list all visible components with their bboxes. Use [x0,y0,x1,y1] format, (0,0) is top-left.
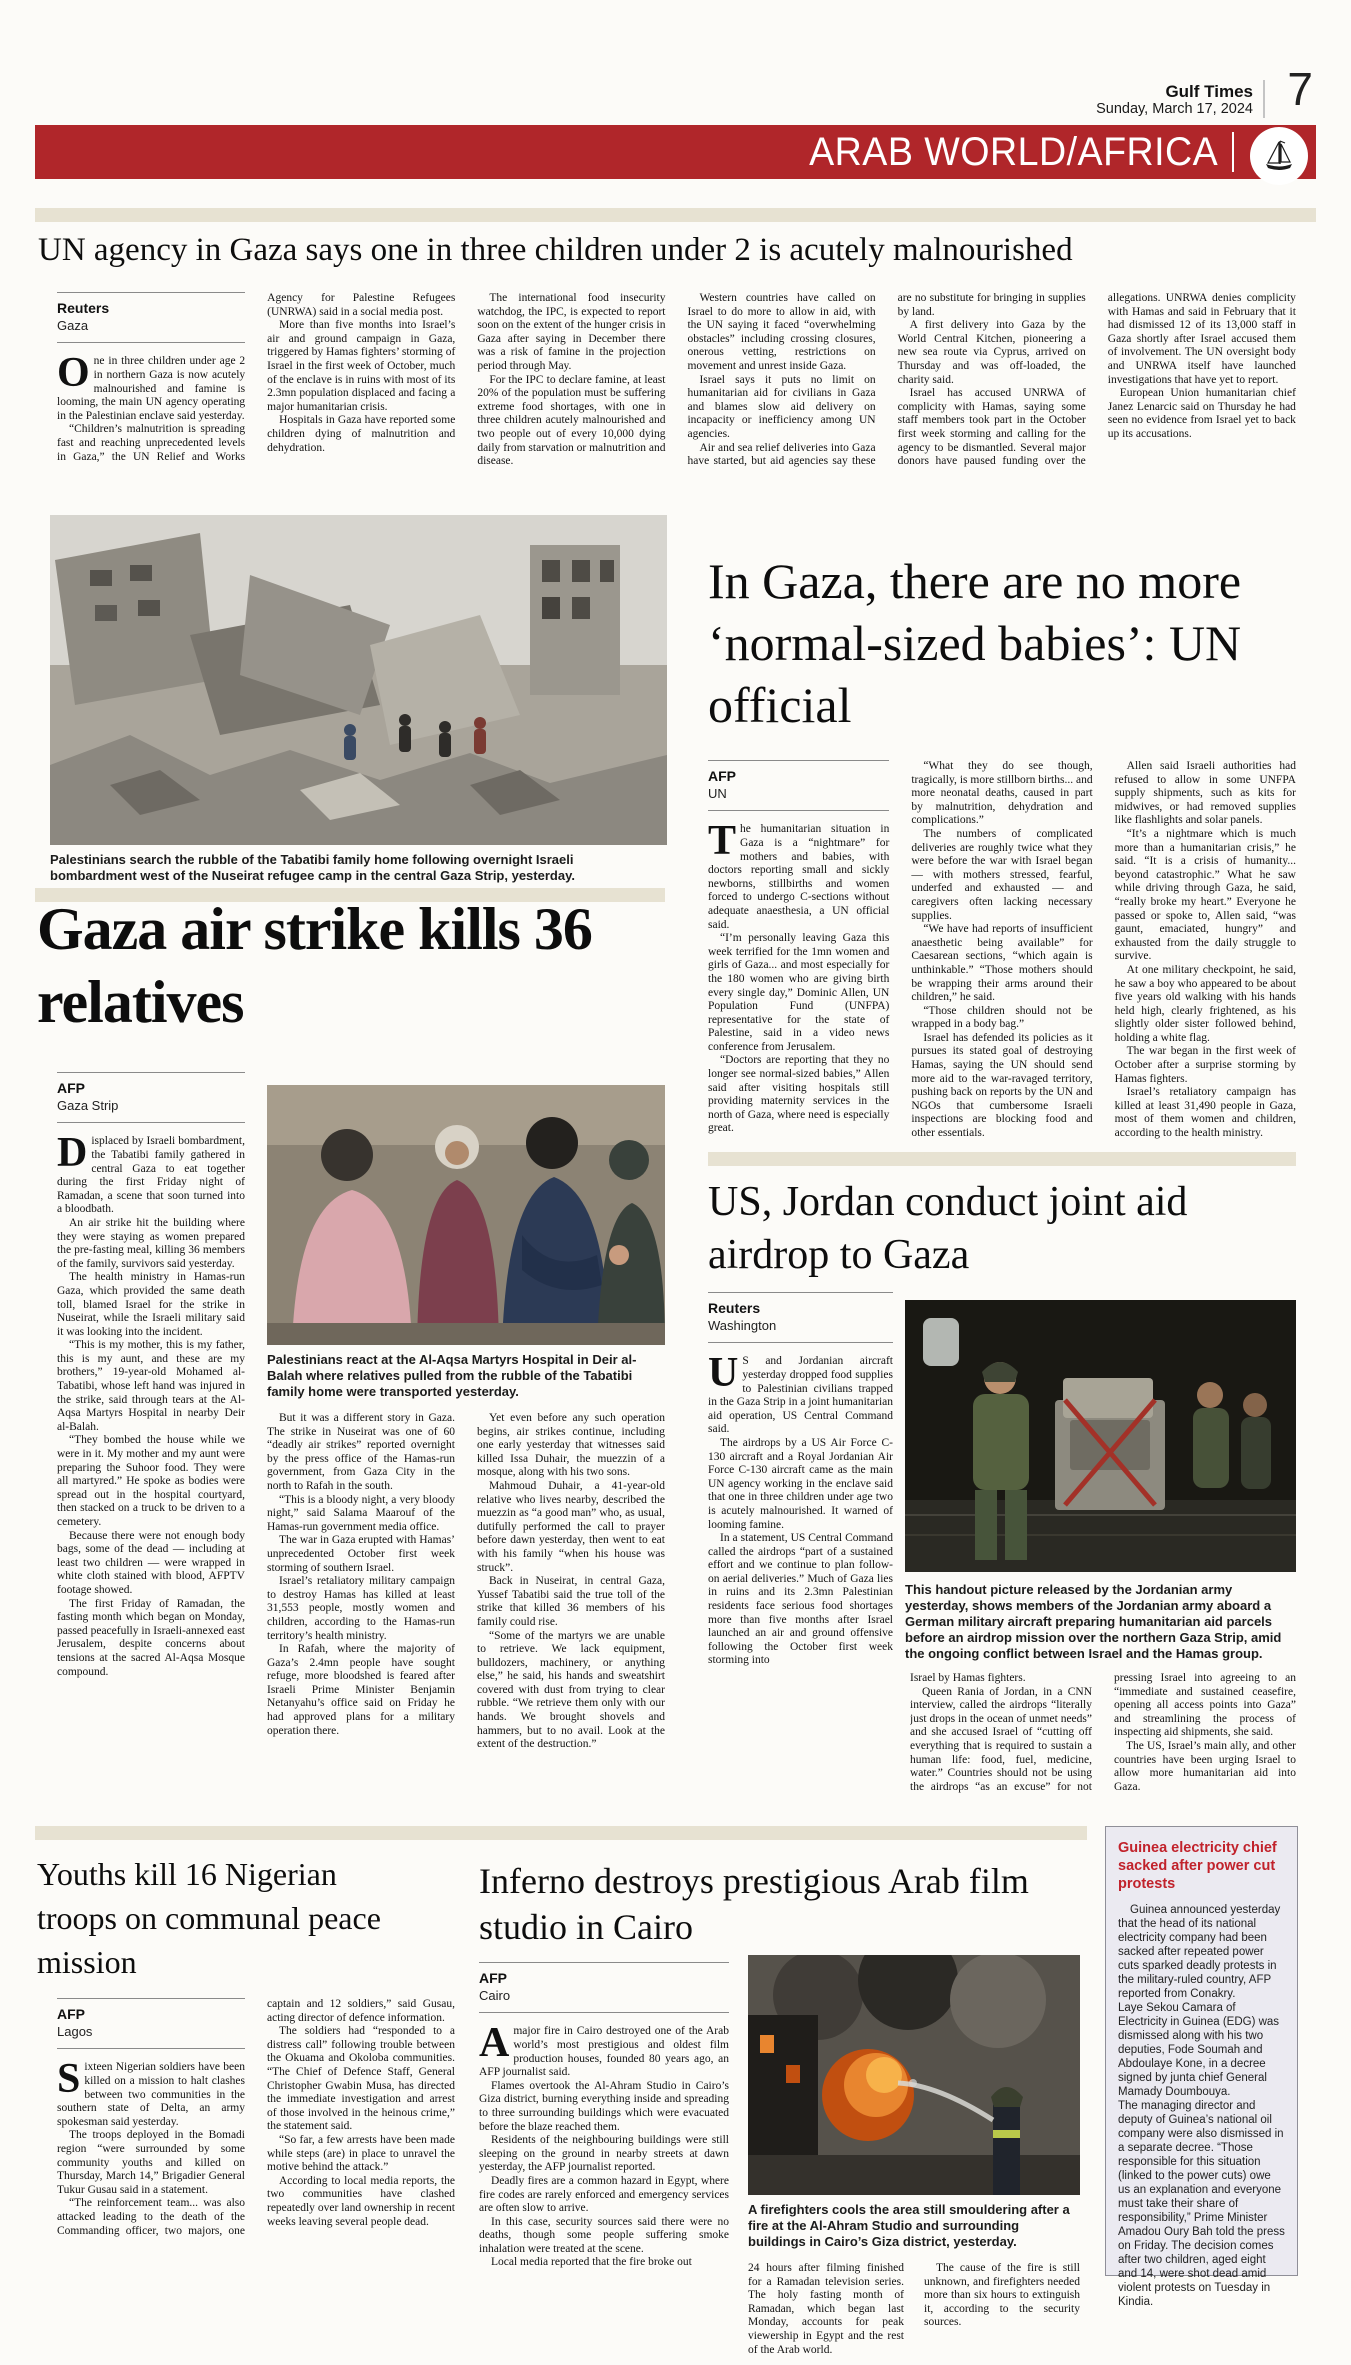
article-paragraph: Flames overtook the Al-Ahram Studio in Cairo’s Giza district, burning everything inside and spreading to three surrounding buildings which were evacuated before the blaze reached them. [479,2079,729,2133]
article-paragraph: “This is my mother, this is my father, this is my aunt, and these are my brothers,” 19-year-old Mohamed al-Tabatibi, whose left hand was injured in the strike, said through tears at the Al-Aqsa Martyrs Hospital in nearby Deir al-Balah. [57,1339,245,1433]
section-title: ARAB WORLD/AFRICA [808,129,1218,174]
guinea-sidebar-box [1105,1826,1298,2308]
article-paragraph: The cause of the fire is still unknown, and firefighters needed more than six hours to extinguish it, according to the security sources. [924,2262,1080,2329]
airstrike-article-continued [267,1412,665,1818]
article-paragraph: But it was a different story in Gaza. The strike in Nuseirat was one of 60 “deadly air strikes” reported overnight by the press office of the Hamas-run government, from Gaza City in the north to Rafah in the south. [267,1412,455,1492]
article-paragraph: 24 hours after filming finished for a Ramadan television series. The holy fasting month of Ramadan, which began last Monday, accounts for peak viewership in Egypt and the rest of the Arab world. [748,2262,904,2356]
lead-article-body [57,292,1296,508]
article-paragraph: Local media reported that the fire broke out [491,2256,692,2269]
article-paragraph: In this case, security sources said there were no deaths, though some people suffering smoke inhalation were treated at the scene. [479,2215,729,2255]
article-text [708,760,1296,1141]
article-paragraph: The managing director and deputy of Guinea’s national oil company were also dismissed in a separate decree. “Those responsible for this situation (linked to the power cuts) owe us an explanation and everyone must take their share of responsibility,” Prime Minister Amadou Oury Bah told the press on Friday. The decision comes after two children, aged eight and 14, were shot dead amid violent protests on Tuesday in Kindia. [1118,2100,1285,2308]
byline [708,760,889,811]
article-paragraph: The first Friday of Ramadan, the fasting month which began on Monday, passed peacefully in Israeli-annexed east Jerusalem, despite concerns about tensions at the sacred Al-Aqsa Mosque compound. [57,1597,245,1678]
page-number: 7 [1287,63,1313,115]
airstrike-headline: Gaza air strike kills 36 relatives [37,896,592,1035]
paper-title: Gulf Times [1165,82,1253,101]
byline-agency: AFP [479,1970,507,1986]
airdrop-photo-caption: This handout picture released by the Jordanian army yesterday, shows members of the Jordanian army aboard a German military aircraft preparing humanitarian aid parcels before an airdrop mission over the northern Gaza Strip, amid the ongoing conflict between Israel and the Hamas group. [905,1582,1282,1661]
byline-agency: AFP [57,1080,85,1096]
banner-divider [1232,132,1234,172]
article-paragraph: Sixteen Nigerian soldiers have been killed on a mission to halt clashes between two communities in the southern state of Delta, an army spokesman said yesterday. [57,2056,245,2128]
article-text [267,1412,665,1752]
inferno-article-col1 [479,1962,729,2362]
article-paragraph: In a statement, US Central Command called the airdrops “part of a sustained effort and we continue to plan follow-on aerial deliveries.” Much of Gaza lies in ruins and its 2.3mn Palestinian residents face serious food shortages more than five months after Israel launched an air and ground offensive following the October first week storming into [708,1532,893,1667]
article-paragraph: “Some of the martyrs we are unable to retrieve. We lack equipment, bulldozers, machinery, or anything else,” he said, his hands and sweatshirt covered with dust from trying to clear rubble. “We retrieve them only with our hands. We brought shovels and hammers, but to no avail. Look at the extent of the destruction.” [477,1629,665,1751]
separator-band-bottom [35,1826,1087,1840]
article-paragraph: The international food insecurity watchdog, the IPC, is expected to report soon on the extent of the hunger crisis in Gaza after saying in December there was a risk of famine in the projection period through May. [477,292,666,372]
article-paragraph: “Children’s malnutrition is spreading fast and reaching unprecedented levels in Gaza,” the UN Relief and Works Agency for Palestine Refugees (UNRWA) said in a social media post. [57,292,456,463]
article-paragraph: Hospitals in Gaza have reported some children dying of malnutrition and dehydration. [267,414,456,454]
article-paragraph: “So far, a few arrests have been made while steps (are) in place to unravel the motive behind the attack.” [267,2133,455,2174]
lead-headline: UN agency in Gaza says one in three children under 2 is acutely malnourished [38,232,1073,268]
article-paragraph: Israel has accused UNRWA of complicity with Hamas, saying some staff members took part in the October first week storming and calling for the agency to be dismantled. Several major donors have paused funding over the allegations. UNRWA denies complicity with Hamas and said in February that it had dismissed 12 of its 13,000 staff in Gaza shortly after Israel accused them of involvement. The UN oversight body and UNRWA itself have launched investigations that have yet to report. [897,292,1296,468]
section-banner [35,125,1316,179]
byline-location: Lagos [57,2023,93,2039]
article-paragraph: Israel by Hamas fighters. [910,1672,1026,1684]
article-paragraph: Laye Sekou Camara of Electricity in Guinea (EDG) was dismissed along with his two deputies, Fode Soumah and Abdoulaye Kone, in a decree signed by junta chief General Mamady Doumbouya. [1118,2002,1280,2098]
byline-agency: AFP [708,768,736,784]
inferno-headline: Inferno destroys prestigious Arab film studio in Cairo [479,1861,1029,1947]
masthead [1096,82,1253,117]
article-paragraph: Western countries have called on Israel to do more to allow in aid, with the UN saying it faced “overwhelming obstacles” including crossing closures, onerous vetting, restrictions on movement and unrest inside Gaza. [687,292,876,372]
airdrop-article-col1 [708,1292,893,1828]
article-paragraph: Yet even before any such operation begins, air strikes continue, including one early yesterday that witnesses said killed Issa Duhair, the muezzin of a mosque, along with his two sons. [477,1412,665,1479]
article-paragraph: The health ministry in Hamas-run Gaza, which provided the same death toll, blamed Israel for the strike in Nuseirat, while the Israeli military said it was looking into the incident. [57,1271,245,1338]
airstrike-article-col1 [57,1072,245,1820]
article-paragraph: Israel says it puts no limit on humanitarian aid for civilians in Gaza and blames slow aid delivery on incapacity or inefficiency among UN agencies. [687,373,876,440]
article-paragraph: Displaced by Israeli bombardment, the Tabatibi family gathered in central Gaza to eat together during the first Friday night of Ramadan, a scene that soon turned into a bloodbath. [57,1130,245,1216]
article-paragraph: “We have had reports of insufficient anaesthetic being available” for Caesarean sections, “which again is unthinkable.” “Those mothers should be wrapping their arms around their children,” he said. [911,923,1093,1004]
article-paragraph: “What they do see though, tragically, is more stillborn births... and more neonatal deaths, caused in part by malnutrition, dehydration and complications.” [911,760,1093,827]
inferno-article-continued [748,2262,1080,2362]
article-paragraph: “The reinforcement team... was also attacked leading to the death of the Commanding officer, two majors, one captain and 12 soldiers,” said Gusau, acting director of defence information. [57,1998,455,2237]
byline-location: UN [708,785,727,801]
byline [57,1998,245,2049]
article-paragraph: The soldiers had “responded to a distress call” following trouble between the Okuama and Okoloba communities. “The Chief of Defence Staff, General Christopher Gwabin Musa, has directed the immediate investigation and arrest of those involved in the heinous crime,” the statement said. [267,2025,455,2133]
byline-agency: Reuters [708,1300,761,1316]
article-paragraph: Guinea announced yesterday that the head of its national electricity company had been sacked after repeated power cuts sparked deadly protests in the military-ruled country, AFP reported from Conakry. [1118,1904,1281,2000]
article-paragraph: Because there were not enough body bags, some of the dead — including at least two children — were wrapped in white cloth stained with blood, AFPTV footage showed. [57,1529,245,1596]
article-text [708,1350,893,1668]
separator-band-top [35,208,1316,222]
article-paragraph: Queen Rania of Jordan, in a CNN interview, called the airdrops “literally just drops in the ocean of unmet needs” and she accused Israel of “cutting off everything that is required to sustain a human life: food, fuel, medicine, water.” Countries should not be using the airdrops “as an excuse” for not pressing Israel into agreeing to an “immediate and sustained ceasefire, opening all access points into Gaza” and streamlining the process of inspecting aid shipments, she said. [910,1672,1296,1793]
article-paragraph: The humanitarian situation in Gaza is a “nightmare” for mothers and babies, with doctors reporting small and sickly newborns, stillbirths and women forced to undergo C-sections without adequate anaesthesia, a UN official said. [708,818,890,931]
article-text [748,2262,1080,2357]
article-paragraph: Israel’s retaliatory military campaign to destroy Hamas has killed at least 31,553 people, mostly women and children, according to the Hamas-run territory’s health ministry. [267,1575,455,1642]
article-paragraph: “Doctors are reporting that they no longer see normal-sized babies,” Allen said after visiting hospitals still providing maternity services in the north of Gaza, where need is especially great. [708,1054,890,1135]
dhow-icon [1250,127,1308,185]
article-paragraph: The troops deployed in the Bomadi region “were surrounded by some community youths and killed on Thursday, March 14,” Brigadier General Tukur Gusau said in a statement. [57,2129,245,2196]
article-paragraph: The numbers of complicated deliveries are roughly twice what they were before the war with Israel began — with mothers stressed, fearful, underfed and exhausted — and caregivers often lacking necessary supplies. [911,827,1093,922]
article-paragraph: Israel’s retaliatory campaign has killed at least 31,490 people in Gaza, most of them women and children, according to the health ministry. [1114,1086,1296,1140]
byline-location: Gaza [57,317,89,333]
article-paragraph: An air strike hit the building where they were staying as women prepared the pre-fasting meal, killing 36 members of the family, survivors said yesterday. [57,1216,245,1270]
hospital-photo-caption: Palestinians react at the Al-Aqsa Martyrs Hospital in Deir al-Balah where relatives pulled from the rubble of the Tabatibi family home were transported yesterday. [267,1352,637,1399]
babies-headline: In Gaza, there are no more ‘normal-sized babies’: UN official [708,553,1242,733]
airdrop-article-continued [910,1672,1296,1830]
article-paragraph: Amajor fire in Cairo destroyed one of the Arab world’s most prestigious and oldest film production houses, founded 80 years ago, an AFP journalist said. [479,2020,729,2079]
edition-date: Sunday, March 17, 2024 [1096,101,1253,118]
article-paragraph: Back in Nuseirat, in central Gaza, Yussef Tabatibi said the true toll of the strike that killed 36 members of his family could rise. [477,1575,665,1628]
article-paragraph: A first delivery into Gaza by the World Central Kitchen, pioneering a new sea route via Cyprus, arrived on Thursday and was off-loaded, the charity said. [897,319,1086,386]
article-paragraph: More than five months into Israel’s air and ground campaign in Gaza, triggered by Hamas fighters’ storming of Israel in the first week of October, much of the enclave is in ruins with most of its 2.3mn population displaced and facing a major humanitarian crisis. [267,319,456,413]
guinea-box-title: Guinea electricity chief sacked after power cut protests [1118,1840,1277,1892]
masthead-divider [1263,80,1265,118]
rubble-photo-caption: Palestinians search the rubble of the Tabatibi family home following overnight Israeli bombardment west of the Nuseirat refugee camp in the central Gaza Strip, yesterday. [50,852,575,883]
article-paragraph: Residents of the neighbouring buildings were still sleeping on the ground in nearby streets at dawn yesterday, the AFP journalist reported. [479,2134,729,2174]
article-text [479,2020,729,2270]
byline [479,1962,729,2013]
article-paragraph: The US, Israel’s main ally, and other countries have been urging Israel to allow more humanitarian aid into Gaza. [1114,1739,1296,1793]
guinea-box-text [1118,1903,1285,2309]
byline-location: Cairo [479,1987,511,2003]
babies-article-body [708,760,1296,1148]
article-paragraph: One in three children under age 2 in northern Gaza is now acutely malnourished and famine is looming, the main UN agency operating in the Palestinian enclave said yesterday. [57,350,246,422]
article-paragraph: Israel has defended its policies as it pursues its stated goal of destroying Hamas, saying the UN should send more aid to the war-ravaged territory, pushing back on reports by the UN and NGOs that cumbersome Israeli inspections are blocking food and other essentials. [911,1031,1093,1140]
article-text [910,1672,1296,1794]
article-paragraph: According to local media reports, the two communities have clashed repeatedly over land ownership in recent weeks leaving several people dead. [267,2174,455,2228]
article-text [57,1130,245,1679]
byline-location: Gaza Strip [57,1097,119,1113]
article-paragraph: For the IPC to declare famine, at least 20% of the population must be suffering extreme food shortages, with one in three children acutely malnourished and two people out of every 10,000 dying daily from starvation or malnutrition and disease. [477,373,666,468]
article-paragraph: Mahmoud Duhair, a 41-year-old relative who lives nearby, described the muezzin as “a good man” who, as usual, dutifully performed the call to prayer before dawn yesterday, then went to eat with his family “when his house was struck”. [477,1479,665,1574]
article-paragraph: At one military checkpoint, he said, he saw a boy who appeared to be about five years old walking with his hands held high, clearly frightened, as his slightly older sister followed behind, holding a white flag. [1114,963,1296,1044]
article-paragraph: Deadly fires are a common hazard in Egypt, where fire codes are rarely enforced and emergency services are often slow to arrive. [479,2174,729,2215]
separator-band-right [708,1152,1296,1166]
article-paragraph: “Those children should not be wrapped in a body bag.” [911,1004,1093,1031]
byline-agency: AFP [57,2006,85,2022]
fire-photo-caption: A firefighters cools the area still smouldering after a fire at the Al-Ahram Studio and surrounding buildings in Cairo’s Giza district, yesterday. [748,2202,1070,2249]
article-paragraph: “They bombed the house while we were in it. My mother and my aunt were preparing the Suhoor food. They were all martyred.” He spoke as bodies were spread out in the hospital courtyard, then stacked on a truck to be driven to a cemetery. [57,1434,245,1529]
article-paragraph: “I’m personally leaving Gaza this week terrified for the 1mn women and girls of Gaza... and most especially for the 180 women who are giving birth every single day,” Dominic Allen, UN Population Fund (UNFPA) representative for the state of Palestine, said in a video news conference from Jerusalem. [708,932,890,1053]
article-paragraph: Allen said Israeli authorities had refused to allow in some UNFPA supply shipments, such as kits for midwives, or had removed supplies like flashlights and solar panels. [1114,760,1296,827]
airdrop-photo-image [905,1300,1296,1572]
article-paragraph: Air and sea relief deliveries into Gaza have started, but aid agencies say these are no substitute for bringing in supplies by land. [687,292,1086,468]
article-paragraph: The war began in the first week of October after a surprise storming by Hamas fighters. [1114,1045,1296,1085]
article-paragraph: In Rafah, where the majority of Gaza’s 2.4mn people have sought refuge, more bloodshed is feared after Israeli Prime Minister Benjamin Netanyahu’s office said on Friday he had approved plans for a military operation there. [267,1643,455,1737]
hospital-photo-image [267,1085,665,1345]
airdrop-headline: US, Jordan conduct joint aid airdrop to Gaza [708,1179,1188,1278]
byline [57,1072,245,1123]
rubble-photo-image [50,515,667,845]
article-paragraph: European Union humanitarian chief Janez Lenarcic said on Thursday he had seen no evidence from Israel yet to back up its accusations. [1107,387,1296,440]
fire-photo-image [748,1955,1080,2195]
byline [57,292,245,343]
byline [708,1292,893,1343]
youths-article-body [57,1998,455,2358]
article-paragraph: “It’s a nightmare which is much more than a humanitarian crisis,” he said. “It is a crisis of humanity... beyond catastrophic.” What he saw while driving through Gaza, he said, “really broke my heart.” Everyone he passed or spoke to, Allen said, “was gaunt, emaciated, hungry” and exhausted from the daily struggle to survive. [1114,827,1296,963]
article-paragraph: US and Jordanian aircraft yesterday dropped food supplies to Palestinian civilians trapped in the Gaza Strip in a joint humanitarian aid operation, US Central Command said. [708,1350,893,1436]
article-paragraph: “This is a bloody night, a very bloody night,” said Salama Maarouf of the Hamas-run government media office. [267,1493,455,1533]
byline-location: Washington [708,1317,777,1333]
article-paragraph: The war in Gaza erupted with Hamas’ unprecedented October first week storming of southern Israel. [267,1534,455,1574]
youths-headline: Youths kill 16 Nigerian troops on communal peace mission [37,1856,381,1980]
byline-agency: Reuters [57,300,110,316]
article-paragraph: The airdrops by a US Air Force C-130 aircraft and a Royal Jordanian Air Force C-130 aircraft came as the main UN agency working in the enclave said that one in three children under age two is acutely malnourished. It warned of looming famine. [708,1436,893,1531]
